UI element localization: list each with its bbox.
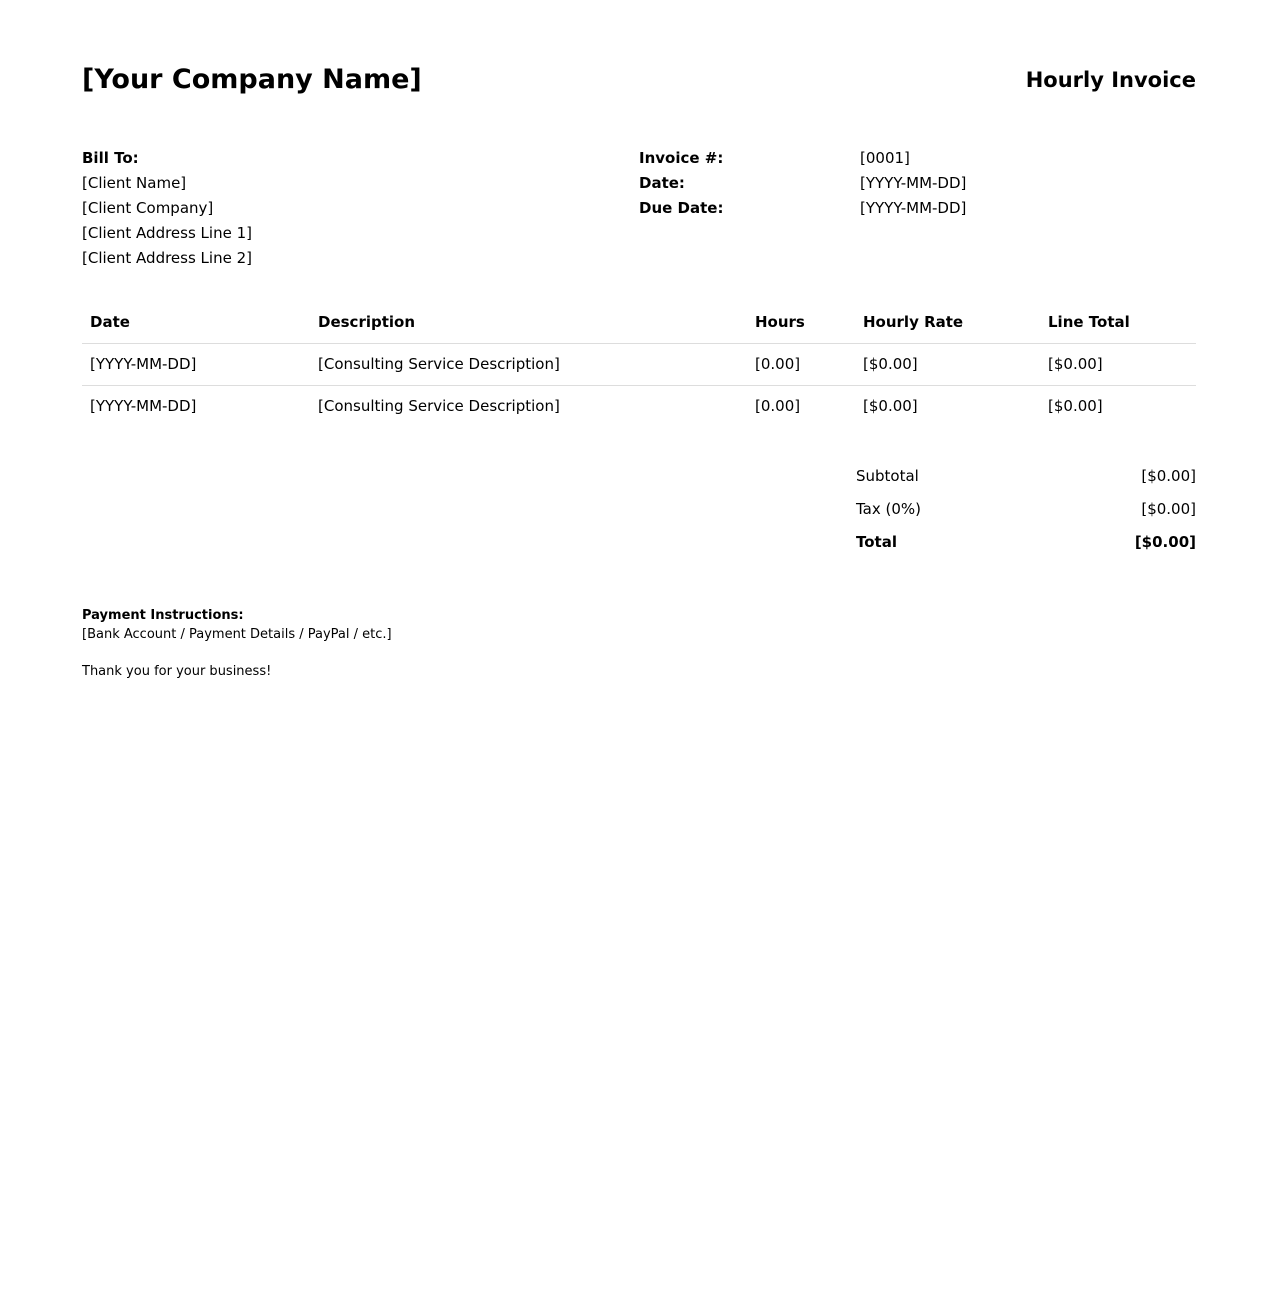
invoice-date-row: [639, 171, 1199, 196]
invoice-date-value: [YYYY-MM-DD]: [860, 174, 967, 192]
column-header-description: Description: [318, 313, 416, 331]
cell-hours: [0.00]: [755, 397, 801, 415]
invoice-meta-block: [639, 146, 1199, 221]
table-header-row: [82, 302, 1196, 344]
payment-instructions-block: [82, 606, 782, 644]
invoice-number-value: [0001]: [860, 149, 910, 167]
cell-hours: [0.00]: [755, 355, 801, 373]
cell-line-total: [$0.00]: [1048, 355, 1103, 373]
total-label: Total: [856, 533, 897, 551]
invoice-date-label: Date:: [639, 174, 685, 192]
cell-hourly-rate: [$0.00]: [863, 397, 918, 415]
cell-line-total: [$0.00]: [1048, 397, 1103, 415]
payment-instructions-label: Payment Instructions:: [82, 608, 244, 623]
due-date-value: [YYYY-MM-DD]: [860, 199, 967, 217]
total-row: [856, 526, 1196, 559]
tax-label: Tax (0%): [856, 500, 922, 518]
bill-to-block: [82, 146, 582, 271]
tax-row: [856, 493, 1196, 526]
tax-value: [$0.00]: [1141, 500, 1196, 518]
subtotal-label: Subtotal: [856, 467, 919, 485]
total-value: [$0.00]: [1134, 533, 1196, 551]
subtotal-value: [$0.00]: [1141, 467, 1196, 485]
due-date-label: Due Date:: [639, 199, 724, 217]
table-row: [82, 386, 1196, 427]
invoice-number-row: [639, 146, 1199, 171]
document-title: Hourly Invoice: [1025, 68, 1196, 92]
due-date-row: [639, 196, 1199, 221]
client-address-line-2: [Client Address Line 2]: [82, 249, 252, 267]
client-name: [Client Name]: [82, 174, 187, 192]
bill-to-label: Bill To:: [82, 149, 139, 167]
column-header-date: Date: [90, 313, 130, 331]
thank-you-note: Thank you for your business!: [82, 664, 272, 679]
payment-details: [Bank Account / Payment Details / PayPal / etc.]: [82, 627, 392, 642]
company-name: [Your Company Name]: [82, 64, 422, 95]
column-header-hourly-rate: Hourly Rate: [863, 313, 964, 331]
line-items-table: [82, 302, 1196, 427]
cell-hourly-rate: [$0.00]: [863, 355, 918, 373]
cell-description: [Consulting Service Description]: [318, 397, 560, 415]
column-header-hours: Hours: [755, 313, 805, 331]
totals-block: [856, 460, 1196, 559]
client-address-line-1: [Client Address Line 1]: [82, 224, 252, 242]
invoice-number-label: Invoice #:: [639, 149, 724, 167]
column-header-line-total: Line Total: [1048, 313, 1130, 331]
table-row: [82, 344, 1196, 386]
subtotal-row: [856, 460, 1196, 493]
cell-date: [YYYY-MM-DD]: [90, 355, 197, 373]
client-company: [Client Company]: [82, 199, 214, 217]
cell-description: [Consulting Service Description]: [318, 355, 560, 373]
cell-date: [YYYY-MM-DD]: [90, 397, 197, 415]
